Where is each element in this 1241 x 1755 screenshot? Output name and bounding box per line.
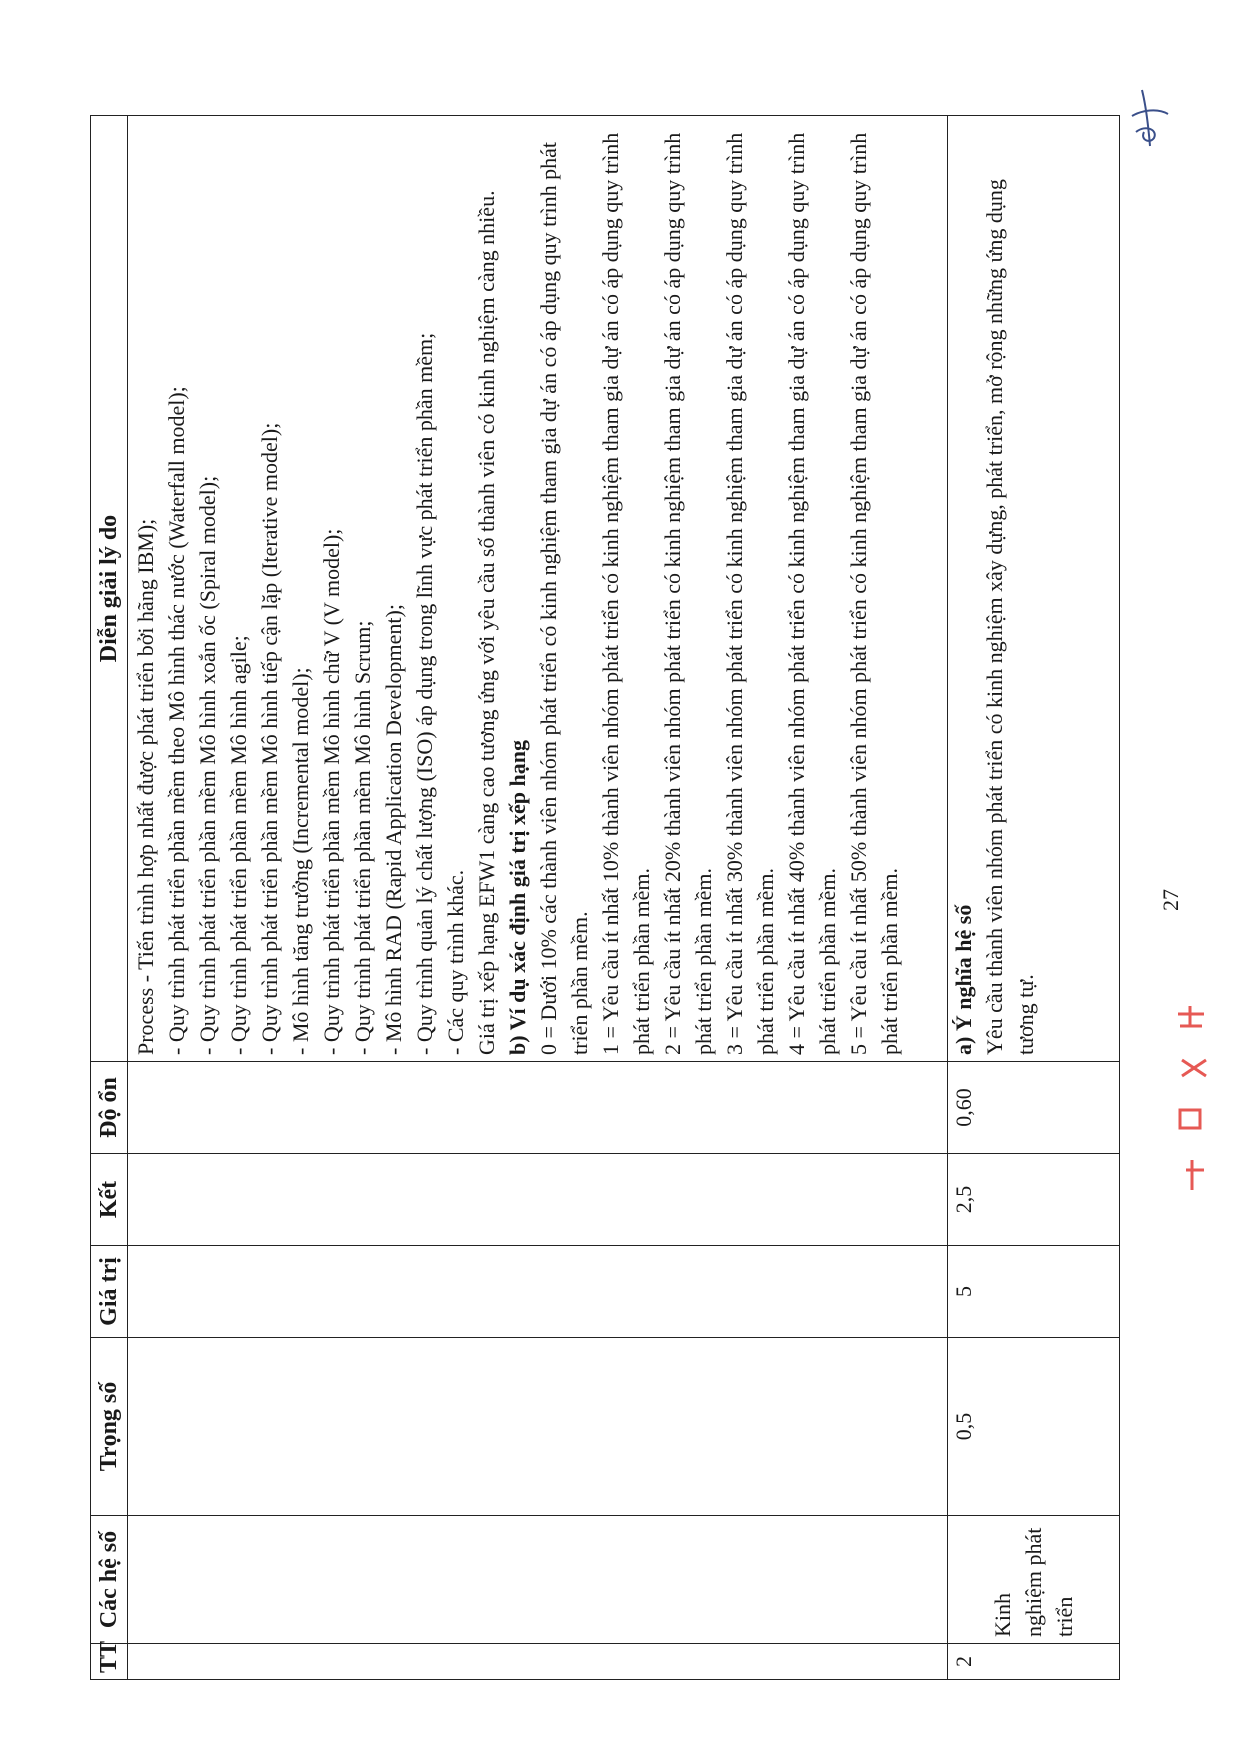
signature-icon <box>1128 86 1172 152</box>
example-line: 3 = Yêu cầu ít nhất 30% thành viên nhóm phát triển có kinh nghiệm tham gia dự án có áp dụng quy trình phát triển phần mềm. <box>722 132 778 1055</box>
cell-weight: 0,5 <box>948 1338 1120 1516</box>
explanation-line: - Quy trình phát triển phần mềm Mô hình Scrum; <box>350 620 375 1055</box>
table-header-row <box>91 116 128 1680</box>
explanation-line: - Quy trình phát triển phần mềm Mô hình tiếp cận lặp (Iterative model); <box>257 422 282 1055</box>
rotated-page <box>90 115 1120 1680</box>
explanation-line: - Các quy trình khác. <box>443 869 468 1055</box>
explanation-line: Giá trị xếp hạng EFW1 càng cao tương ứng với yêu cầu số thành viên có kinh nghiệm càng nhiều. <box>474 190 499 1055</box>
coefficient-table <box>90 115 1120 1680</box>
header-result: Kết <box>91 1154 128 1246</box>
header-factor: Các hệ số <box>91 1516 128 1644</box>
example-line: 0 = Dưới 10% các thành viên nhóm phát triển có kinh nghiệm tham gia dự án có áp dụng quy trình phát triển phần mềm. <box>536 141 592 1055</box>
header-explanation: Diễn giải lý do <box>91 116 128 1062</box>
explanation-line: Process - Tiến trình hợp nhất được phát triển bởi hãng IBM); <box>133 518 158 1055</box>
cell-value: 5 <box>948 1246 1120 1338</box>
cell-result <box>128 1154 948 1246</box>
explanation-line: - Quy trình phát triển phần mềm theo Mô hình thác nước (Waterfall model); <box>164 386 189 1055</box>
explanation-line: - Mô hình tăng trưởng (Incremental model); <box>288 667 313 1055</box>
explanation-line: - Mô hình RAD (Rapid Application Development); <box>381 604 406 1055</box>
cell-weight <box>128 1338 948 1516</box>
header-stability: Độ ổn <box>91 1062 128 1154</box>
cell-explanation <box>128 116 948 1062</box>
explanation-line: - Quy trình phát triển phần mềm Mô hình agile; <box>226 635 251 1055</box>
header-value: Giá trị <box>91 1246 128 1338</box>
cell-result: 2,5 <box>948 1154 1120 1246</box>
cell-tt: 2 <box>948 1644 1120 1680</box>
table-row <box>948 116 1120 1680</box>
cell-tt <box>128 1644 948 1680</box>
example-line: 5 = Yêu cầu ít nhất 50% thành viên nhóm phát triển có kinh nghiệm tham gia dự án có áp dụng quy trình phát triển phần mềm. <box>846 132 902 1055</box>
example-line: 1 = Yêu cầu ít nhất 10% thành viên nhóm phát triển có kinh nghiệm tham gia dự án có áp dụng quy trình phát triển phần mềm. <box>598 132 654 1055</box>
header-tt: TT <box>91 1644 128 1680</box>
cell-value <box>128 1246 948 1338</box>
explanation-line: - Quy trình phát triển phần mềm Mô hình chữ V (V model); <box>319 528 344 1055</box>
header-weight: Trọng số <box>91 1338 128 1516</box>
cell-stability <box>128 1062 948 1154</box>
meaning-text: Yêu cầu thành viên nhóm phát triển có kinh nghiệm xây dựng, phát triển, mở rộng những ứng dụng tương tự. <box>982 179 1038 1055</box>
meaning-heading: a) Ý nghĩa hệ số <box>951 904 976 1055</box>
cell-explanation <box>948 116 1120 1062</box>
explanation-line: - Quy trình quản lý chất lượng (ISO) áp dụng trong lĩnh vực phát triển phần mềm; <box>412 332 437 1055</box>
table-row <box>128 116 948 1680</box>
explanation-line: - Quy trình phát triển phần mềm Mô hình xoắn ốc (Spiral model); <box>195 475 220 1055</box>
cell-factor <box>128 1516 948 1644</box>
example-line: 4 = Yêu cầu ít nhất 40% thành viên nhóm phát triển có kinh nghiệm tham gia dự án có áp dụng quy trình phát triển phần mềm. <box>784 132 840 1055</box>
stamp-fragment-icon <box>1170 1000 1222 1200</box>
page-number: 27 <box>1158 889 1183 911</box>
cell-stability: 0,60 <box>948 1062 1120 1154</box>
cell-factor: Kinh nghiệm phát triển <box>948 1516 1120 1644</box>
example-heading: b) Ví dụ xác định giá trị xếp hạng <box>505 739 530 1055</box>
example-line: 2 = Yêu cầu ít nhất 20% thành viên nhóm phát triển có kinh nghiệm tham gia dự án có áp dụng quy trình phát triển phần mềm. <box>660 132 716 1055</box>
